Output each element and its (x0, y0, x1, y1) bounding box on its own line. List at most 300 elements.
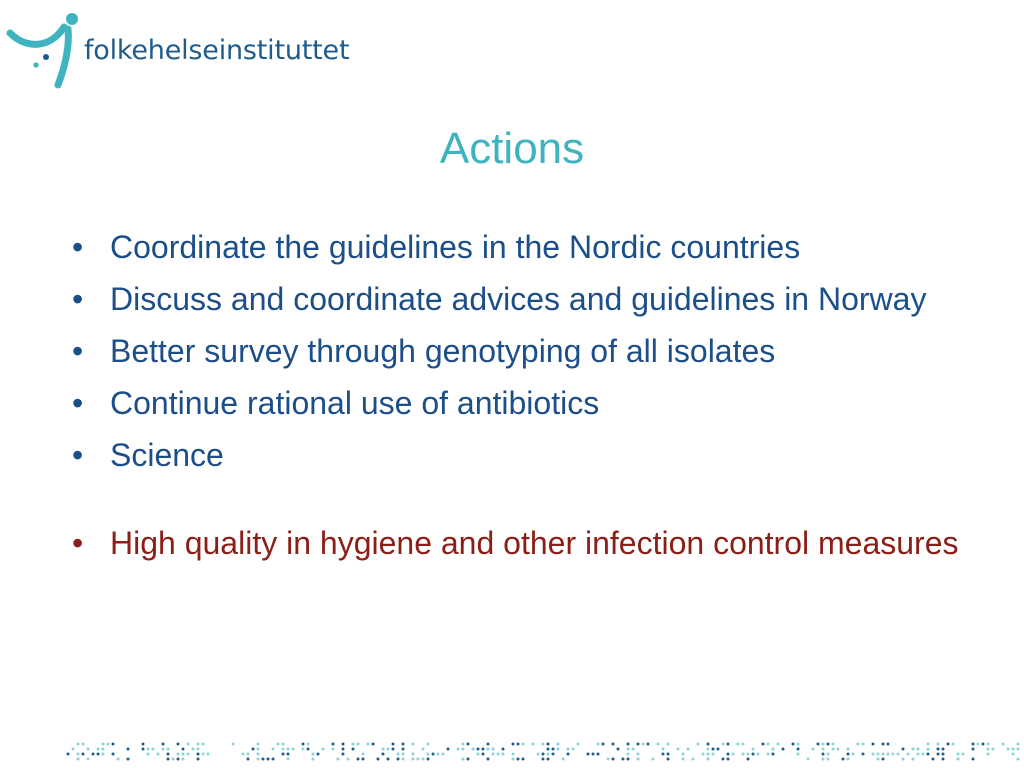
bullet-dot: • (72, 525, 84, 561)
decorative-dot (197, 748, 200, 751)
decorative-dot (592, 753, 595, 756)
decorative-dot (412, 758, 415, 761)
decorative-dot (482, 753, 485, 756)
decorative-dot (502, 753, 505, 756)
decorative-dot (602, 743, 605, 746)
decorative-dot (337, 758, 340, 761)
decorative-dot (287, 758, 290, 761)
decorative-dot (847, 748, 850, 751)
decorative-dot (667, 753, 670, 756)
decorative-dot (362, 758, 365, 761)
decorative-dot (102, 748, 105, 751)
decorative-dot (517, 743, 520, 746)
decorative-dot (372, 743, 375, 746)
decorative-dot (312, 758, 315, 761)
decorative-dot (97, 748, 100, 751)
decorative-dot (627, 758, 630, 761)
decorative-dot (942, 753, 945, 756)
decorative-dot (182, 758, 185, 761)
decorative-dot (182, 753, 185, 756)
decorative-dot (402, 758, 405, 761)
decorative-dot (877, 753, 880, 756)
logo (6, 8, 349, 90)
decorative-dot (1012, 753, 1015, 756)
decorative-dot (722, 743, 725, 746)
decorative-dot (402, 743, 405, 746)
decorative-dot (937, 743, 940, 746)
decorative-dot (662, 753, 665, 756)
decorative-dot (832, 743, 835, 746)
decorative-dot (957, 753, 960, 756)
decorative-dot (937, 753, 940, 756)
decorative-dot (597, 743, 600, 746)
decorative-dot (832, 748, 835, 751)
decorative-dot (282, 753, 285, 756)
decorative-dot (797, 748, 800, 751)
decorative-dot (77, 743, 80, 746)
decorative-dot (637, 753, 640, 756)
decorative-dot (157, 753, 160, 756)
decorative-dot (447, 748, 450, 751)
decorative-dot (412, 753, 415, 756)
decorative-dot (567, 753, 570, 756)
decorative-dot (547, 748, 550, 751)
decorative-dot (357, 743, 360, 746)
decorative-dot (922, 753, 925, 756)
decorative-dot (142, 743, 145, 746)
decorative-dot (722, 758, 725, 761)
decorative-dot (367, 743, 370, 746)
decorative-dot (557, 743, 560, 746)
decorative-dot (272, 748, 275, 751)
decorative-dot (972, 758, 975, 761)
decorative-dot (472, 748, 475, 751)
decorative-dot (952, 743, 955, 746)
decorative-dot (652, 758, 655, 761)
decorative-dot (302, 748, 305, 751)
decorative-dot (87, 748, 90, 751)
decorative-dot (902, 748, 905, 751)
decorative-dot (292, 748, 295, 751)
decorative-dot (282, 748, 285, 751)
decorative-dot (852, 753, 855, 756)
decorative-dot (422, 758, 425, 761)
decorative-dot (387, 758, 390, 761)
decorative-dot (162, 748, 165, 751)
decorative-dot (272, 758, 275, 761)
decorative-dot (762, 743, 765, 746)
decorative-dot (312, 753, 315, 756)
decorative-dot (572, 748, 575, 751)
decorative-dot (332, 743, 335, 746)
decorative-dot (197, 753, 200, 756)
decorative-dot (512, 753, 515, 756)
decorative-dot (707, 748, 710, 751)
decorative-dot (542, 743, 545, 746)
decorative-dot (142, 748, 145, 751)
decorative-dot (232, 743, 235, 746)
decorative-dot (562, 758, 565, 761)
decorative-dot (147, 753, 150, 756)
decorative-dot (382, 753, 385, 756)
decorative-dot (677, 748, 680, 751)
decorative-dot (927, 743, 930, 746)
decorative-dot (462, 743, 465, 746)
decorative-dot (822, 743, 825, 746)
decorative-dot (822, 748, 825, 751)
decorative-dot (362, 753, 365, 756)
decorative-dot (397, 753, 400, 756)
decorative-dot (902, 758, 905, 761)
decorative-dot (877, 758, 880, 761)
decorative-dot (437, 753, 440, 756)
decorative-dot (987, 748, 990, 751)
bullet-text: High quality in hygiene and other infection control measures (110, 525, 959, 561)
decorative-dot (332, 748, 335, 751)
decorative-dot (307, 748, 310, 751)
decorative-dot (112, 743, 115, 746)
decorative-dot (197, 743, 200, 746)
decorative-dot (732, 753, 735, 756)
decorative-dot (517, 758, 520, 761)
decorative-dot (167, 758, 170, 761)
decorative-dot (462, 748, 465, 751)
logo-wordmark: folkehelseinstituttet (84, 34, 350, 66)
decorative-dot (982, 743, 985, 746)
bullet-dot: • (72, 229, 84, 265)
slide-title: Actions (439, 124, 585, 173)
decorative-dot (82, 743, 85, 746)
decorative-dot (812, 748, 815, 751)
decorative-dot (992, 748, 995, 751)
decorative-dot (767, 753, 770, 756)
decorative-dot (322, 748, 325, 751)
decorative-dot (247, 758, 250, 761)
decorative-dot (192, 748, 195, 751)
decorative-dot (492, 753, 495, 756)
decorative-dot (907, 753, 910, 756)
bullet-item (72, 382, 1002, 424)
decorative-dot (557, 748, 560, 751)
decorative-dot (707, 753, 710, 756)
decorative-dot (692, 758, 695, 761)
decorative-dot (797, 743, 800, 746)
decorative-dot (752, 748, 755, 751)
decorative-dot (487, 758, 490, 761)
decorative-dot (577, 743, 580, 746)
decorative-dot (737, 743, 740, 746)
bullet-item (72, 226, 1002, 268)
decorative-dot (257, 743, 260, 746)
decorative-dot (252, 748, 255, 751)
decorative-dot (872, 753, 875, 756)
decorative-dot (497, 753, 500, 756)
decorative-dot (522, 758, 525, 761)
decorative-dot (637, 743, 640, 746)
decorative-dot (847, 758, 850, 761)
decorative-dot (882, 753, 885, 756)
decorative-dot (842, 758, 845, 761)
decorative-dot (932, 758, 935, 761)
decorative-dot (97, 753, 100, 756)
decorative-dot (872, 743, 875, 746)
decorative-dot (257, 758, 260, 761)
decorative-dot (167, 748, 170, 751)
decorative-dot (207, 753, 210, 756)
decorative-dot (117, 758, 120, 761)
decorative-dot (477, 753, 480, 756)
decorative-dot (182, 748, 185, 751)
decorative-dot (397, 758, 400, 761)
decorative-dot (277, 743, 280, 746)
bullet-item (72, 434, 1002, 476)
decorative-dot (392, 748, 395, 751)
decorative-dot (147, 748, 150, 751)
decorative-dot (177, 753, 180, 756)
decorative-dot (1017, 743, 1020, 746)
decorative-dot (642, 743, 645, 746)
bullet-dot: • (72, 385, 84, 421)
decorative-dot (972, 743, 975, 746)
decorative-dot (937, 748, 940, 751)
decorative-dot (717, 748, 720, 751)
decorative-dot (752, 753, 755, 756)
decorative-dot (727, 753, 730, 756)
decorative-dot (682, 753, 685, 756)
decorative-dot (622, 758, 625, 761)
decorative-dot (887, 743, 890, 746)
decorative-dot (632, 748, 635, 751)
decorative-dot (392, 743, 395, 746)
decorative-dot (837, 748, 840, 751)
decorative-dot (202, 753, 205, 756)
decorative-dot (767, 743, 770, 746)
decorative-dot (612, 743, 615, 746)
decorative-dot (342, 753, 345, 756)
decorative-dot (792, 743, 795, 746)
decorative-dot (162, 743, 165, 746)
decorative-dot (612, 758, 615, 761)
decorative-dot (782, 748, 785, 751)
decorative-dot (382, 748, 385, 751)
bullet-text: Coordinate the guidelines in the Nordic countries (110, 229, 801, 265)
decorative-dot (377, 758, 380, 761)
decorative-dot (287, 753, 290, 756)
decorative-dot (972, 748, 975, 751)
decorative-dot (427, 743, 430, 746)
decorative-dot (742, 753, 745, 756)
decorative-dot (152, 748, 155, 751)
decorative-dot (807, 758, 810, 761)
decorative-dot (747, 758, 750, 761)
decorative-dot (512, 743, 515, 746)
decorative-dot (912, 748, 915, 751)
decorative-dot (487, 748, 490, 751)
decorative-dot (697, 743, 700, 746)
decorative-dot (542, 753, 545, 756)
decorative-dot (492, 748, 495, 751)
decorative-dot (357, 758, 360, 761)
bullet-list (72, 226, 1002, 574)
decorative-dot (282, 743, 285, 746)
decorative-dot (482, 748, 485, 751)
decorative-dot (72, 748, 75, 751)
decorative-dot (432, 753, 435, 756)
decorative-dot (412, 743, 415, 746)
decorative-dot (502, 748, 505, 751)
decorative-dot (687, 748, 690, 751)
decorative-dot (442, 753, 445, 756)
decorative-dot (352, 743, 355, 746)
decorative-dot (342, 743, 345, 746)
decorative-dot (307, 743, 310, 746)
bullet-item (72, 278, 1002, 320)
decorative-dot (177, 758, 180, 761)
decorative-dot (587, 753, 590, 756)
decorative-dot (727, 743, 730, 746)
decorative-dot (467, 743, 470, 746)
decorative-dot (262, 758, 265, 761)
decorative-dot (67, 753, 70, 756)
decorative-dot (987, 753, 990, 756)
decorative-dot (742, 743, 745, 746)
decorative-dot (287, 748, 290, 751)
bullet-item-highlight (72, 522, 1002, 564)
decorative-dot (77, 758, 80, 761)
decorative-dot (617, 748, 620, 751)
decorative-dot (197, 758, 200, 761)
decorative-dot (257, 753, 260, 756)
decorative-dot (317, 753, 320, 756)
decorative-dot (352, 748, 355, 751)
decorative-dot (87, 758, 90, 761)
decorative-dot (957, 758, 960, 761)
decorative-dot (917, 753, 920, 756)
decorative-dot (1017, 758, 1020, 761)
decorative-dot (457, 748, 460, 751)
decorative-dot (422, 748, 425, 751)
bullet-dot: • (72, 333, 84, 369)
decorative-dot (532, 743, 535, 746)
decorative-dot (627, 753, 630, 756)
decorative-dot (247, 753, 250, 756)
decorative-dot (977, 743, 980, 746)
decorative-dot (187, 753, 190, 756)
decorative-dot (847, 753, 850, 756)
decorative-dot (102, 753, 105, 756)
decorative-dot (537, 753, 540, 756)
decorative-dot (917, 748, 920, 751)
decorative-dot (92, 753, 95, 756)
decorative-dot (912, 758, 915, 761)
decorative-dot (402, 753, 405, 756)
decorative-dot (712, 748, 715, 751)
decorative-dot (727, 758, 730, 761)
decorative-dot (862, 743, 865, 746)
decorative-dot (627, 743, 630, 746)
decorative-dot (707, 743, 710, 746)
decorative-dot (417, 758, 420, 761)
decorative-dot (547, 758, 550, 761)
decorative-dot (1017, 748, 1020, 751)
decorative-dot (942, 758, 945, 761)
decorative-dot (947, 743, 950, 746)
decorative-dot (347, 758, 350, 761)
decorative-dot (817, 743, 820, 746)
bullet-dot: • (72, 281, 84, 317)
decorative-dot (942, 748, 945, 751)
decorative-dot (892, 753, 895, 756)
decorative-dot (667, 743, 670, 746)
decorative-dot (427, 753, 430, 756)
decorative-dot (547, 753, 550, 756)
decorative-dot (882, 743, 885, 746)
decorative-dot (1007, 748, 1010, 751)
decorative-dot (187, 743, 190, 746)
decorative-dot (167, 753, 170, 756)
decorative-dot (487, 743, 490, 746)
bullet-dot: • (72, 437, 84, 473)
decorative-dot (657, 743, 660, 746)
decorative-dot (927, 753, 930, 756)
decorative-dot (387, 748, 390, 751)
decorative-dot (127, 758, 130, 761)
decorative-dot (242, 753, 245, 756)
decorative-dot (637, 758, 640, 761)
decorative-dot (567, 748, 570, 751)
decorative-dot (127, 748, 130, 751)
decorative-dot (512, 758, 515, 761)
decorative-dot (597, 753, 600, 756)
decorative-dot (402, 748, 405, 751)
decorative-dot (702, 753, 705, 756)
bullet-item (72, 330, 1002, 372)
decorative-dot (477, 748, 480, 751)
decorative-dot (962, 753, 965, 756)
decorative-dot (462, 758, 465, 761)
decorative-dot (1002, 743, 1005, 746)
decorative-dot (257, 748, 260, 751)
decorative-dot (112, 753, 115, 756)
decorative-dot (777, 743, 780, 746)
decorative-dot (427, 758, 430, 761)
decorative-dot (77, 753, 80, 756)
bullet-text: Better survey through genotyping of all isolates (110, 333, 776, 369)
bullet-text: Discuss and coordinate advices and guidelines in Norway (110, 281, 927, 317)
decorative-dot (552, 748, 555, 751)
decorative-dot (882, 758, 885, 761)
decorative-dot (827, 758, 830, 761)
decorative-dot (267, 758, 270, 761)
decorative-dot (987, 743, 990, 746)
decorative-dot-pattern (64, 738, 1024, 766)
decorative-dot (897, 753, 900, 756)
decorative-dot (547, 743, 550, 746)
decorative-dot (542, 758, 545, 761)
decorative-dot (522, 743, 525, 746)
decorative-dot (107, 743, 110, 746)
decorative-dot (927, 748, 930, 751)
decorative-dot (342, 748, 345, 751)
decorative-dot (607, 758, 610, 761)
decorative-dot (102, 743, 105, 746)
decorative-dot (822, 753, 825, 756)
decorative-dot (662, 748, 665, 751)
decorative-dot (682, 758, 685, 761)
decorative-dot (862, 753, 865, 756)
decorative-dot (202, 743, 205, 746)
bullet-text: Continue rational use of antibiotics (110, 385, 600, 421)
